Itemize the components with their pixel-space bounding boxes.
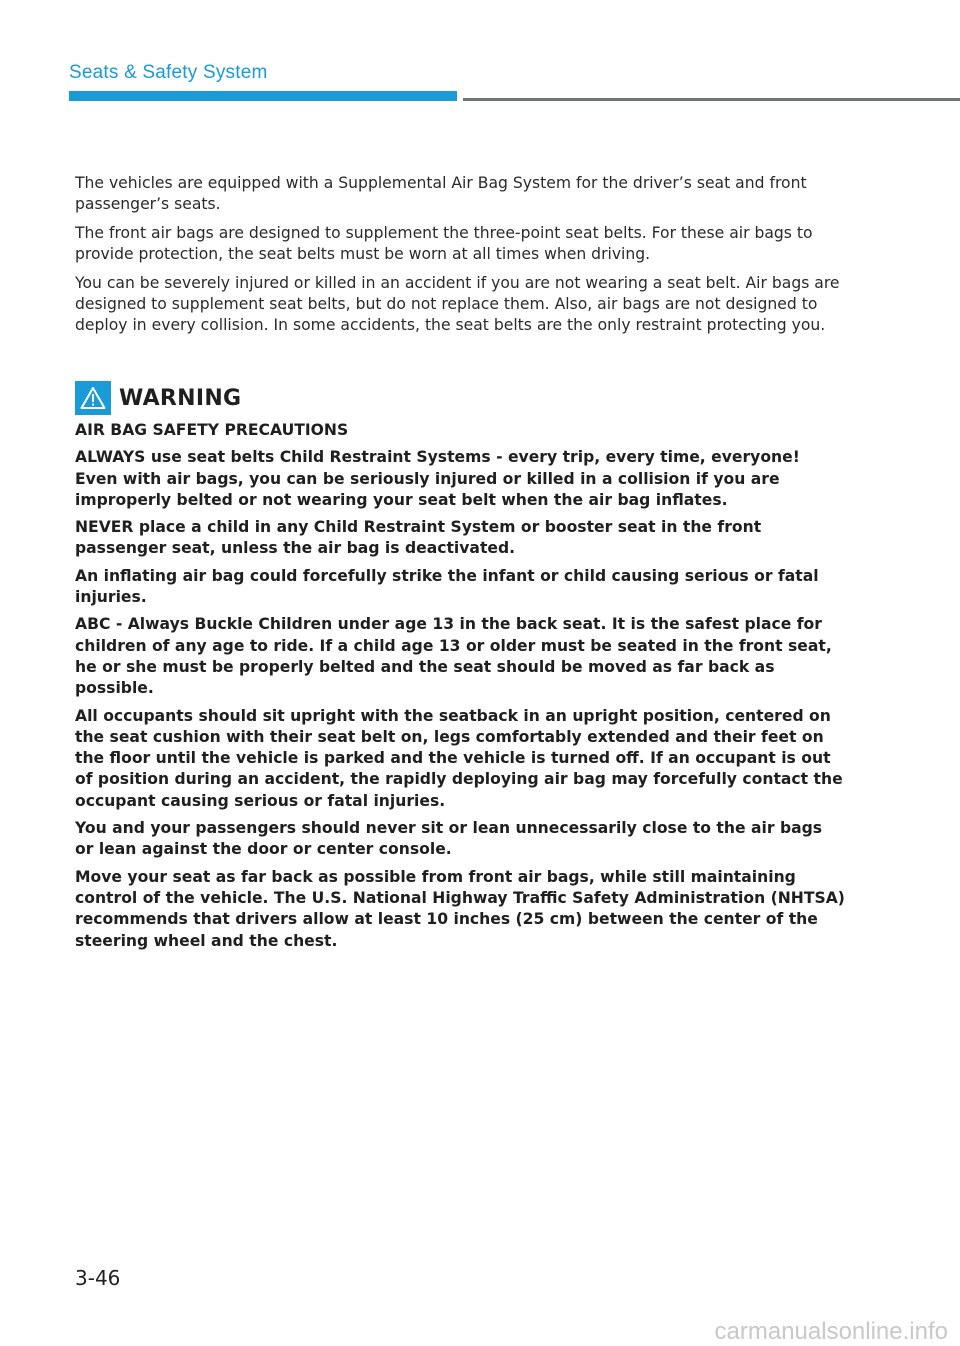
intro-paragraph: You can be severely injured or killed in an accident if you are not wearing a seat belt. Air bags are designed to supplement seat belts, but do not replace them. Also, air bags are not designed to deploy in every collision. In some accidents, the seat belts are the only restraint protecting you. bbox=[75, 274, 840, 334]
page-number: 3-46 bbox=[75, 1266, 121, 1290]
header-divider-rule bbox=[463, 98, 960, 101]
warning-paragraph: Move your seat as far back as possible from front air bags, while still maintaining control of the vehicle. The U.S. National Highway Traffic Safety Administration (NHTSA) recommends that drivers allow at least 10 inches (25 cm) between the center of the steering wheel and the chest. bbox=[75, 867, 845, 950]
warning-body bbox=[75, 420, 845, 958]
warning-header bbox=[75, 381, 241, 415]
warning-paragraph: An inflating air bag could forcefully strike the infant or child causing serious or fatal injuries. bbox=[75, 566, 819, 607]
warning-paragraph: You and your passengers should never sit or lean unnecessarily close to the air bags or lean against the door or center console. bbox=[75, 819, 823, 859]
warning-paragraph: NEVER place a child in any Child Restraint System or booster seat in the front passenger seat, unless the air bag is deactivated. bbox=[75, 518, 762, 558]
intro-paragraph: The front air bags are designed to supplement the three-point seat belts. For these air bags to provide protection, the seat belts must be worn at all times when driving. bbox=[75, 224, 813, 263]
warning-subheading: AIR BAG SAFETY PRECAUTIONS bbox=[75, 421, 349, 439]
warning-triangle-icon bbox=[75, 381, 111, 415]
intro-text bbox=[75, 173, 845, 344]
intro-paragraph: The vehicles are equipped with a Supplemental Air Bag System for the driver’s seat and front passenger’s seats. bbox=[75, 174, 807, 213]
warning-paragraph: ALWAYS use seat belts Child Restraint Systems - every trip, every time, everyone! Even with air bags, you can be seriously injured or killed in a collision if you are improperly belted or not wearing your seat belt when the air bag inflates. bbox=[75, 448, 800, 509]
warning-paragraph: All occupants should sit upright with the seatback in an upright position, centered on the seat cushion with their seat belt on, legs comfortably extended and their feet on the floor until the vehicle is parked and the vehicle is turned off. If an occupant is out of position during an accident, the rapidly deploying air bag may forcefully contact the occupant causing serious or fatal injuries. bbox=[75, 706, 843, 810]
watermark: carmanualsonline.info bbox=[714, 1318, 948, 1345]
section-title: Seats & Safety System bbox=[69, 62, 268, 83]
header-accent-rule bbox=[69, 91, 457, 101]
warning-label: WARNING bbox=[119, 385, 242, 411]
warning-paragraph: ABC - Always Buckle Children under age 13 in the back seat. It is the safest place for children of any age to ride. If a child age 13 or older must be seated in the front seat, he or she must be properly belted and the seat should be moved as far back as possible. bbox=[75, 615, 832, 698]
